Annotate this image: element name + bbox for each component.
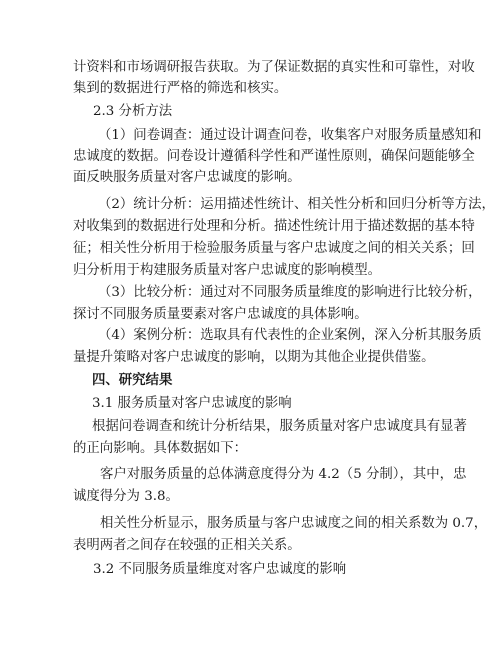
body-line: 计资料和市场调研报告获取。为了保证数据的真实性和可靠性，对收: [73, 60, 475, 75]
body-line: 探讨不同服务质量要素对客户忠诚度的具体影响。: [73, 307, 368, 322]
body-line: （3）比较分析：通过对不同服务质量维度的影响进行比较分析，: [98, 285, 482, 300]
body-line: 量提升策略对客户忠诚度的影响，以期为其他企业提供借鉴。: [73, 350, 435, 365]
body-line: （4）案例分析：选取具有代表性的企业案例，深入分析其服务质: [98, 328, 482, 343]
body-line: 表明两者之间存在较强的正相关关系。: [73, 538, 301, 553]
body-line: 征；相关性分析用于检验服务质量与客户忠诚度之间的相关关系；回: [73, 241, 475, 256]
section-heading: 2.3 分析方法: [93, 104, 173, 119]
section-heading: 3.2 不同服务质量维度对客户忠诚度的影响: [93, 562, 347, 577]
chapter-heading: 四、研究结果: [92, 373, 173, 388]
body-line: 对收集到的数据进行处理和分析。描述性统计用于描述数据的基本特: [73, 219, 475, 234]
section-heading: 3.1 服务质量对客户忠诚度的影响: [92, 396, 292, 411]
body-line: 归分析用于构建服务质量对客户忠诚度的影响模型。: [73, 263, 381, 278]
body-line: 客户对服务质量的总体满意度得分为 4.2（5 分制），其中，忠: [100, 467, 467, 482]
body-line: 忠诚度的数据。问卷设计遵循科学性和严谨性原则，确保问题能够全: [73, 149, 475, 164]
body-line: 相关性分析显示，服务质量与客户忠诚度之间的相关系数为 0.7，: [100, 516, 488, 531]
body-line: 的正向影响。具体数据如下：: [73, 441, 248, 456]
body-line: 根据问卷调查和统计分析结果，服务质量对客户忠诚度具有显著: [92, 419, 467, 434]
body-line: （1）问卷调查：通过设计调查问卷，收集客户对服务质量感知和: [98, 128, 482, 143]
body-line: 诚度得分为 3.8。: [73, 489, 179, 504]
body-line: 面反映服务质量对客户忠诚度的影响。: [73, 170, 301, 185]
body-line: （2）统计分析：运用描述性统计、相关性分析和回归分析等方法，: [98, 197, 495, 212]
body-line: 集到的数据进行严格的筛选和核实。: [73, 81, 288, 96]
